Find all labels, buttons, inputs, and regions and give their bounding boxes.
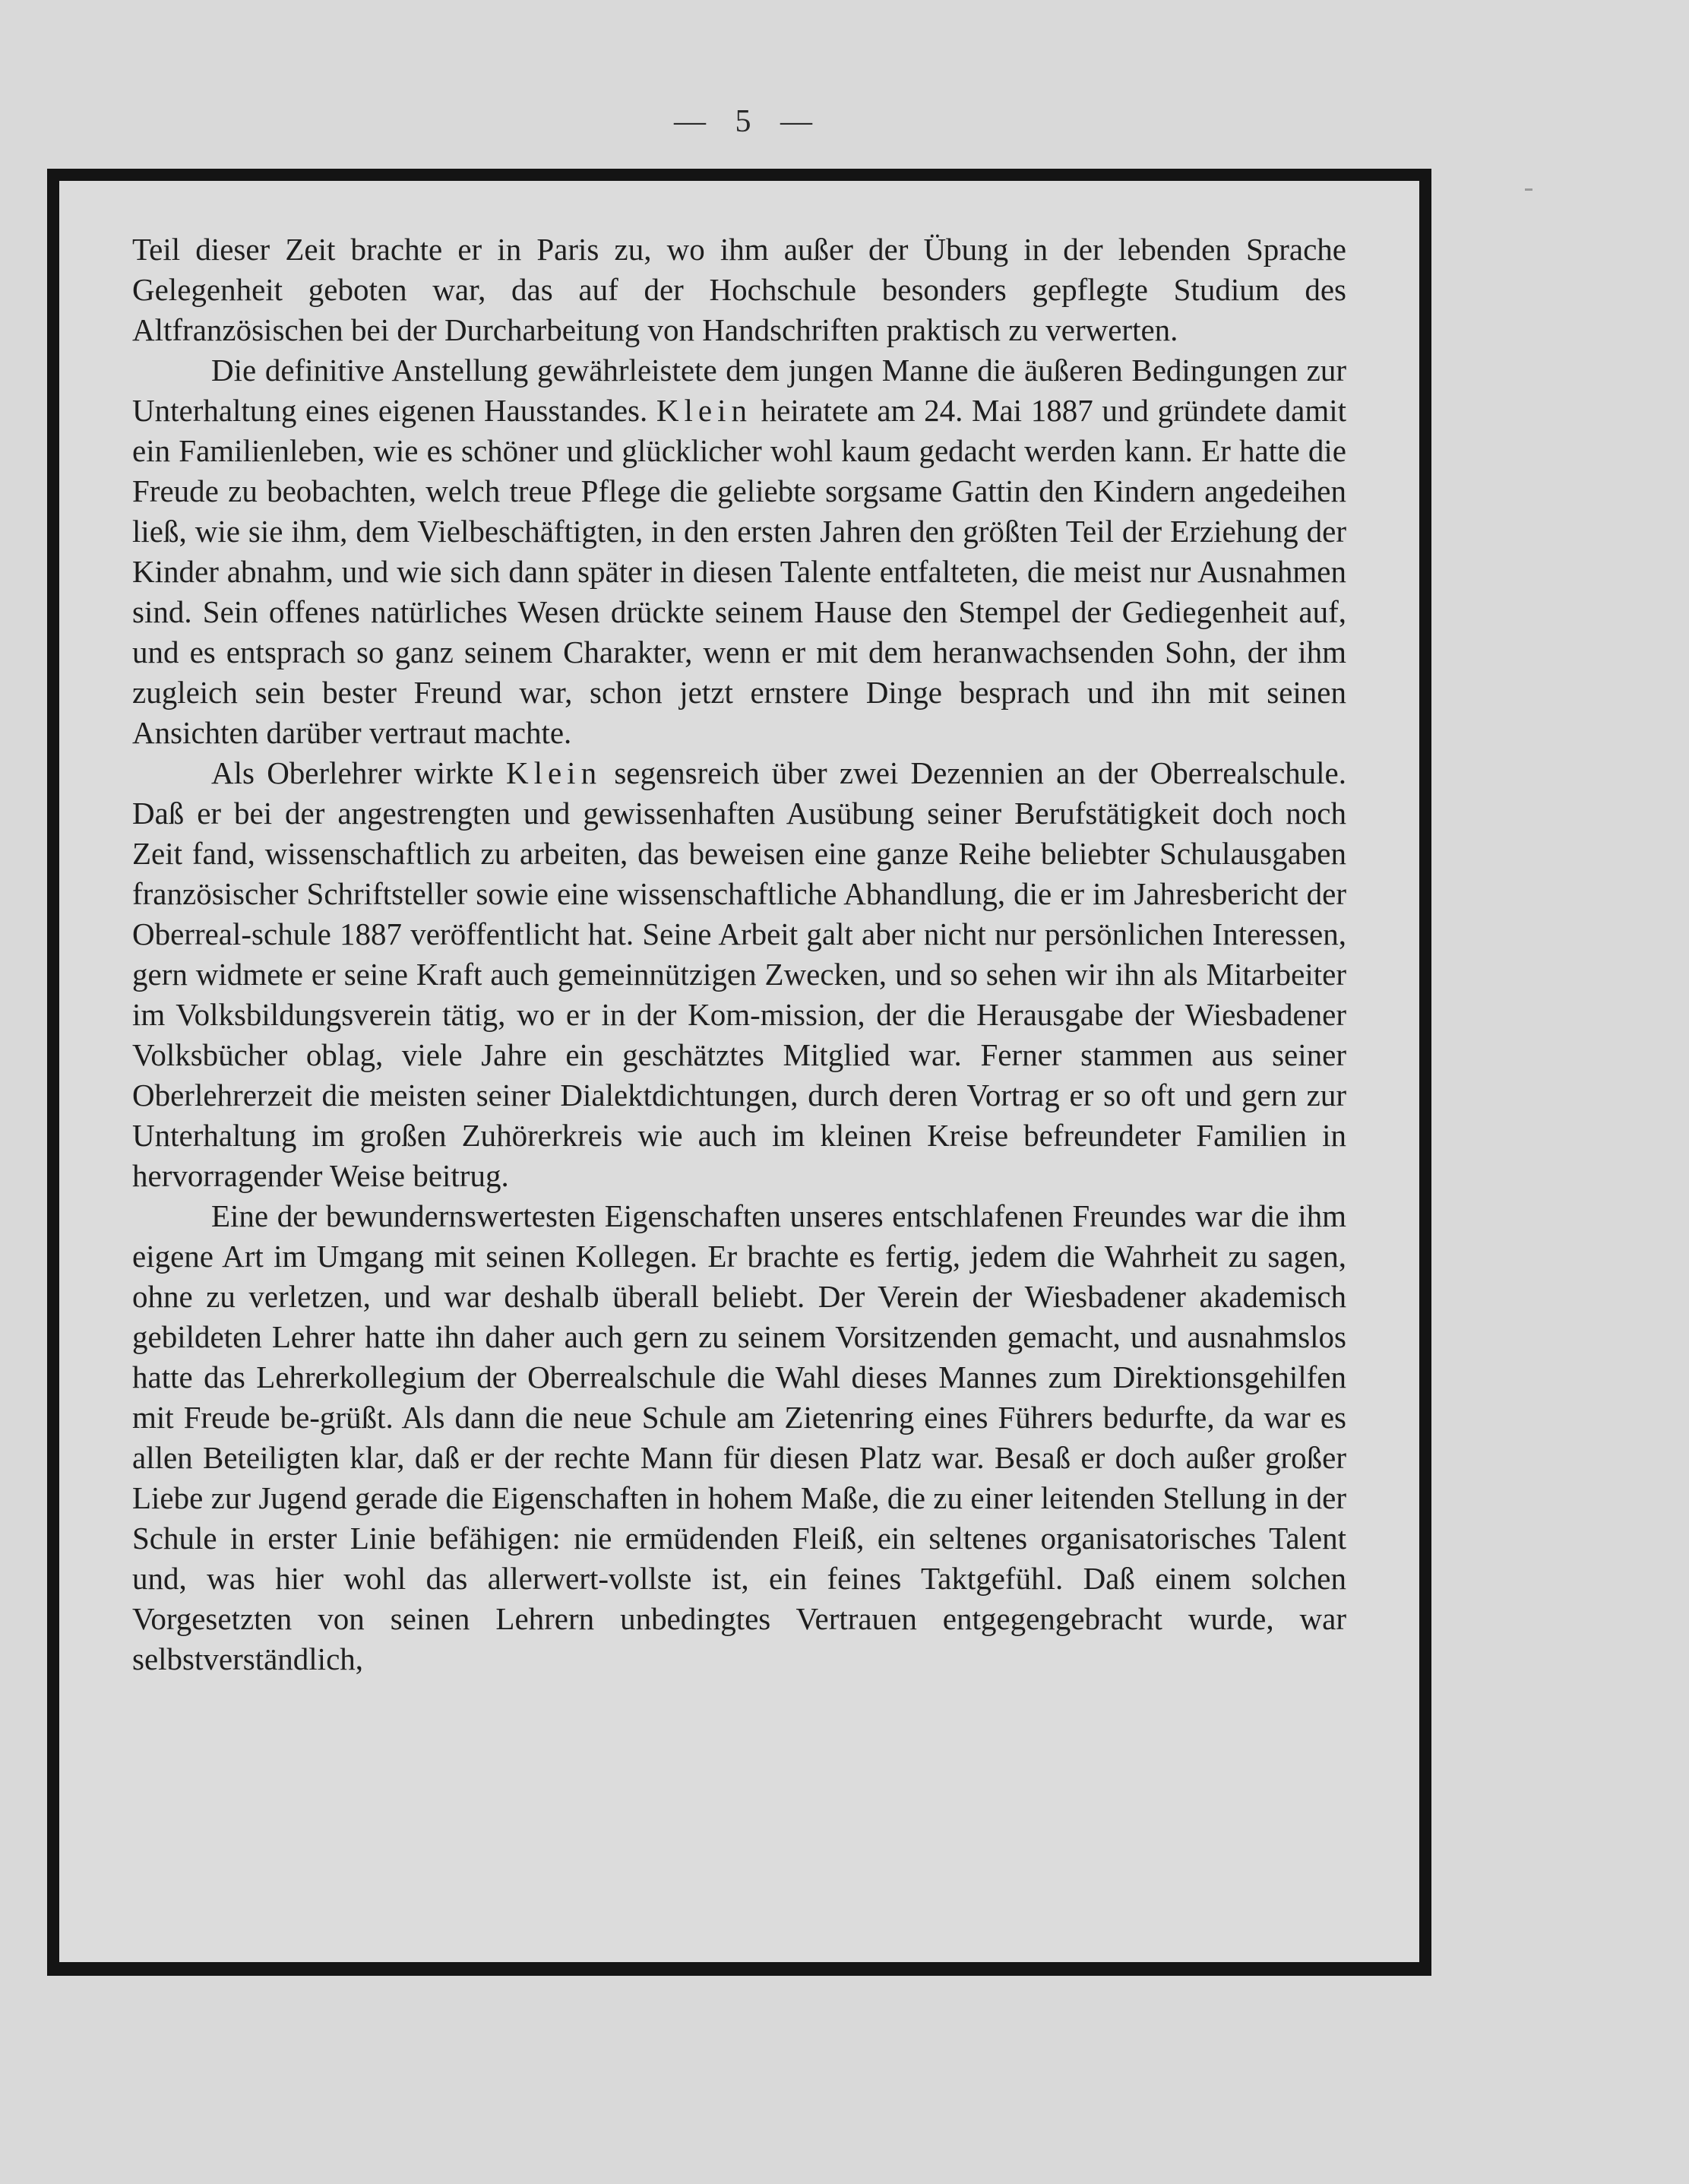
name-klein-spaced: Klein (656, 393, 752, 428)
name-klein-spaced: Klein (505, 755, 603, 790)
paragraph-2-part-a: Die definitive Anstellung gewährleistete dem jungen Manne die äußeren Bedingungen zur Unterhaltung eines eigenen Hausstandes. (132, 353, 1346, 428)
paragraph-2 (132, 350, 1346, 753)
paragraph-3-part-a: Als Oberlehrer wirkte (211, 755, 506, 790)
paragraph-2-part-b: heiratete am 24. Mai 1887 und gründete damit ein Familienleben, wie es schöner und glücklicher wohl kaum gedacht werden kann. Er hatte die Freude zu beobachten, welch treue Pflege die geliebte sorgsame Gattin den Kindern angedeihen ließ, wie sie ihm, dem Vielbeschäftigten, in den ersten Jahren den größten Teil der Erziehung der Kinder abnahm, und wie sich dann später in diesen Talente entfalteten, die meist nur Ausnahmen sind. Sein offenes natürliches Wesen drückte seinem Hause den Stempel der Gediegenheit auf, und es entsprach so ganz seinem Charakter, wenn er mit dem heranwachsenden Sohn, der ihm zugleich sein bester Freund war, schon jetzt ernstere Dinge besprach und ihn mit seinen Ansichten darüber vertraut machte. (132, 393, 1346, 750)
stray-mark (1525, 188, 1532, 191)
paragraph-3-part-b: segensreich über zwei Dezennien an der Oberrealschule. Daß er bei der angestrengten und gewissenhaften Ausübung seiner Berufstätigkeit doch noch Zeit fand, wissenschaftlich zu arbeiten, das beweisen eine ganze Reihe beliebter Schulausgaben französischer Schriftsteller sowie eine wissenschaftliche Abhandlung, die er im Jahresbericht der Oberreal-schule 1887 veröffentlicht hat. Seine Arbeit galt aber nicht nur persönlichen Interessen, gern widmete er seine Kraft auch gemeinnützigen Zwecken, und so sehen wir ihn als Mitarbeiter im Volksbildungsverein tätig, wo er in der Kom-mission, der die Herausgabe der Wiesbadener Volksbücher oblag, viele Jahre ein geschätztes Mitglied war. Ferner stammen aus seiner Oberlehrerzeit die meisten seiner Dialektdichtungen, durch deren Vortrag er so oft und gern zur Unterhaltung im großen Zuhörerkreis wie auch im kleinen Kreise befreundeter Familien in hervorragender Weise beitrug. (132, 755, 1346, 1193)
paragraph-4: Eine der bewundernswertesten Eigenschaften unseres entschlafenen Freundes war die ihm eigene Art im Umgang mit seinen Kollegen. Er brachte es fertig, jedem die Wahrheit zu sagen, ohne zu verletzen, und war deshalb überall beliebt. Der Verein der Wiesbadener akademisch gebildeten Lehrer hatte ihn daher auch gern zu seinem Vorsitzenden gemacht, und ausnahmslos hatte das Lehrerkollegium der Oberrealschule die Wahl dieses Mannes zum Direktionsgehilfen mit Freude be-grüßt. Als dann die neue Schule am Zietenring eines Führers bedurfte, da war es allen Beteiligten klar, daß er der rechte Mann für diesen Platz war. Besaß er doch außer großer Liebe zur Jugend gerade die Eigenschaften in hohem Maße, die zu einer leitenden Stellung in der Schule in erster Linie befähigen: nie ermüdenden Fleiß, ein seltenes organisatorisches Talent und, was hier wohl das allerwert-vollste ist, ein feines Taktgefühl. Daß einem solchen Vorgesetzten von seinen Lehrern unbedingtes Vertrauen entgegengebracht wurde, war selbstverständlich, (132, 1198, 1346, 1676)
body-text (132, 229, 1346, 1679)
paragraph-1: Teil dieser Zeit brachte er in Paris zu, wo ihm außer der Übung in der lebenden Sprache Gelegenheit geboten war, das auf der Hochschule besonders gepflegte Studium des Altfranzösischen bei der Durcharbeitung von Handschriften praktisch zu verwerten. (132, 232, 1346, 347)
mourning-border-frame (47, 169, 1431, 1976)
page-number: — 5 — (674, 104, 823, 139)
paragraph-3 (132, 753, 1346, 1196)
